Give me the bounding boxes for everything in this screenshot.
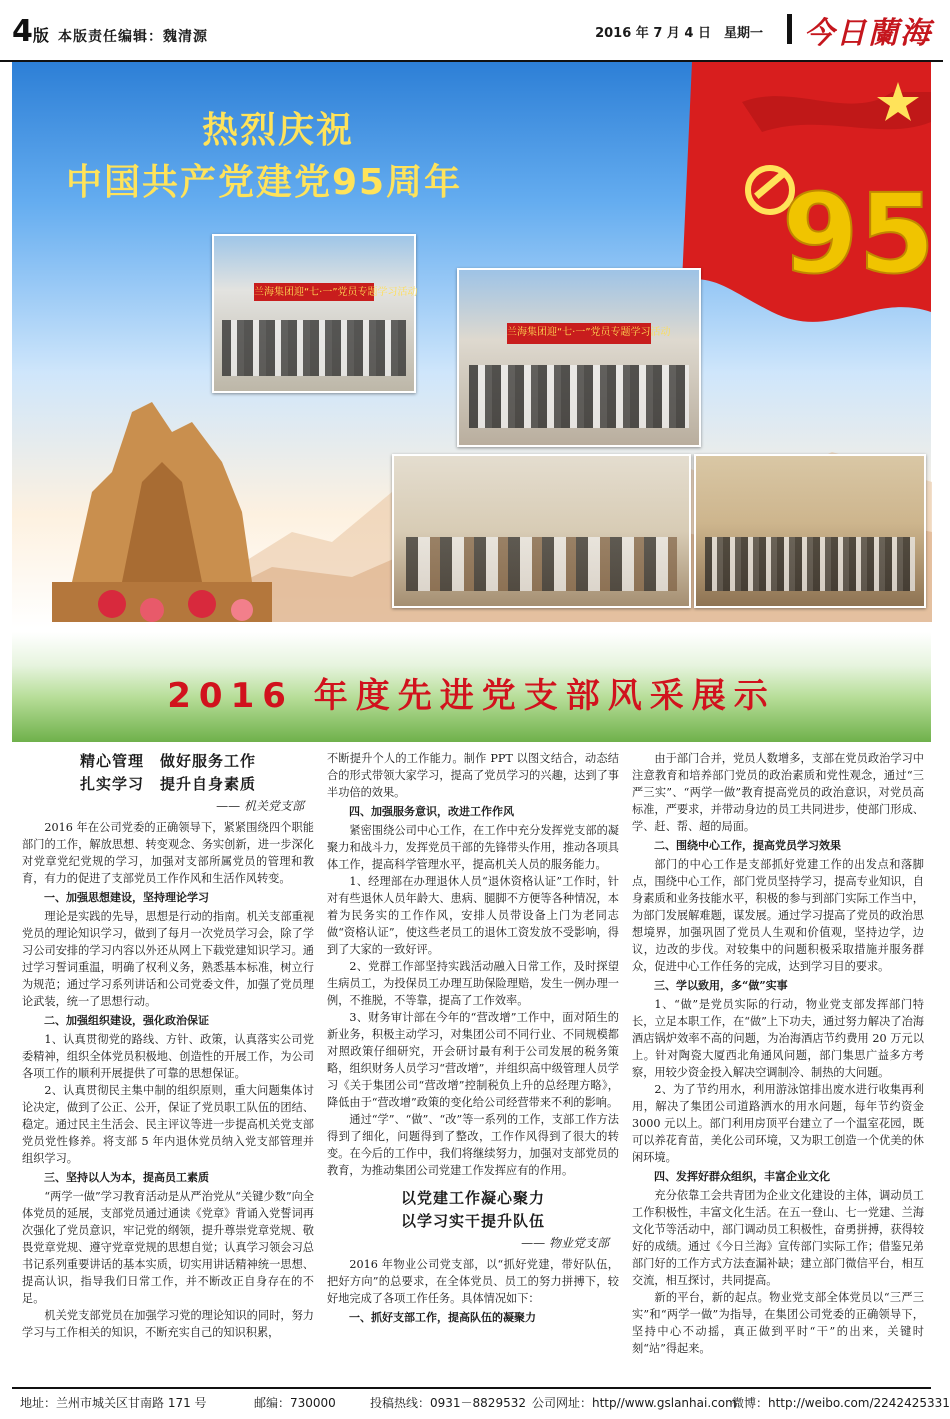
article2-paragraph: 由于部门合并，党员人数增多，支部在党员政治学习中注意教育和培养部门党员的政治素质和党性观念，通过“三严三实”、“两学一做”教育提高党员的政治意识，对党员高标准，严要求，并带动身边的员工共同进步，使部门形成、学、赶、帮、超的局面。	[632, 752, 924, 833]
article1-paragraph: “两学一做”学习教育活动是从严治党从“关键少数”向全体党员的延展，支部党员通过通读《党章》背诵入党誓词再次强化了党员意识，牢记党的纲领，提升尊崇党章党规、敬畏党章党规、遵守党章党规的思想自觉；认真学习领会习总书记系列重要讲话的基本实质，切实用讲话精神统一思想、提高认识，指导我们日常工作，并不断改正自身存在的不足。	[22, 1190, 314, 1305]
event-photo-2	[457, 268, 701, 447]
banner-title-line1: 热烈庆祝	[202, 110, 355, 151]
footer-weibo[interactable]: 微博：http://weibo.com/2242425331	[732, 1396, 950, 1410]
article2-title-line1: 以党建工作凝心聚力	[400, 1189, 545, 1207]
article2-paragraph: 部门的中心工作是支部抓好党建工作的出发点和落脚点，围绕中心工作，部门党员坚持学习，提高专业知识，自身素质和业务技能水平，积极的参与到部门实际工作当中，为部门发展解难题，谋发展。通过学习提高了党员的政治思想境界，加强巩固了党员人生观和价值观，坚持边学，边议，边改的步伐。对较集中的问题积极采取措施并服务群众，促进中心工作任务的完成，达到学习目的要求。	[632, 858, 924, 973]
article1-title-line2: 扎实学习 提升自身素质	[79, 775, 256, 793]
article1-paragraph: 2、认真贯彻民主集中制的组织原则，重大问题集体讨论决定，做到了公正、公开，保证了党员职工队伍的团结、稳定。通过民主生活会、民主评议等进一步提高机关党支部党员党性修养。将支部 5 年内退休党员纳入党支部管理并组织学习。	[22, 1084, 314, 1165]
page-label: 版	[32, 26, 49, 45]
article1-paragraph: 1、经理部在办理退休人员“退休资格认证”工作时，针对有些退休人员年龄大、患病、腿脚不方便等各种情况，本着为民务实的工作作风，安排人员带设备上门为老同志做“资格认证”，使这些老员工的退休工资发放不受影响，得到了大家的一致好评。	[327, 875, 619, 956]
article1-paragraph: 通过“学”、“做”、“改”等一系列的工作，支部工作方法得到了细化，问题得到了整改，工作作风得到了很大的转变。在今后的工作中，我们将继续努力，加强对支部党员的教育，为推动集团公司党建工作发挥应有的作用。	[327, 1113, 619, 1177]
monument-statue-illustration	[52, 372, 272, 622]
article1-paragraph: 机关党支部党员在加强学习党的理论知识的同时，努力学习与工作相关的知识，不断充实自己的知识积累，	[22, 1309, 314, 1339]
page-number: 4	[12, 14, 33, 49]
article2-title-line2: 以学习实干提升队伍	[400, 1212, 545, 1230]
section-title: 2016 年度先进党支部风采展示	[167, 676, 776, 716]
footer-postcode: 邮编：730000	[254, 1396, 336, 1410]
footer-hotline: 投稿热线：0931－8829532	[370, 1396, 526, 1410]
article-column-3	[632, 750, 924, 1357]
article2-subheading: 四、发挥好群众组织，丰富企业文化	[654, 1170, 830, 1183]
article1-paragraph: 紧密围绕公司中心工作，在工作中充分发挥党支部的凝聚力和战斗力，发挥党员干部的先锋带头作用，推动各项具体工作，提高科学管理水平，提高机关人员的服务能力。	[327, 824, 619, 871]
newspaper-logo: 今日蘭海	[804, 16, 932, 51]
article1-paragraph: 2016 年在公司党委的正确领导下，紧紧围绕四个职能部门的工作，解放思想、转变观念、务实创新，进一步深化对党章党纪党规的学习，加强对支部所属党员的管理和教育，有力的促进了支部党员工作作风和生活作风转变。	[22, 821, 314, 885]
article2-subheading: 三、学以致用，多“做”实事	[654, 979, 788, 992]
article2-paragraph: 新的平台，新的起点。物业党支部全体党员以“三严三实”和“两学一做”为指导，在集团公司党委的正确领导下，坚持中心不动摇，真正做到平时“干”的出来，关键时刻“站”得起来。	[632, 1291, 924, 1355]
event-photo-3	[392, 454, 691, 608]
anniversary-badge: 95	[782, 170, 936, 298]
page-header	[0, 0, 943, 62]
issue-date: 2016 年 7 月 4 日 星期一	[595, 26, 763, 41]
article-column-1	[22, 750, 314, 1341]
article1-paragraph: 2、党群工作部坚持实践活动融入日常工作，及时探望生病员工，为投保员工办理互助保险理赔，发生一例办理一例，不推脱，不等靠，提高了工作效率。	[327, 960, 619, 1007]
photo-caption-2: 兰海集团迎“七·一”党员专题学习活动	[507, 323, 651, 344]
editor-credit: 本版责任编辑：魏清源	[57, 29, 208, 45]
anniversary-banner	[12, 62, 936, 628]
article1-paragraph: 3、财务审计部在今年的“营改增”工作中，面对陌生的新业务，积极主动学习，对集团公司不同行业、不同规模都对照政策仔细研究，开会研讨最有利于公司发展的税务策略，组织财务人员学习“营改增”，并组织高中级管理人员学习《关于集团公司“营改增”控制税负上升的总经理方略》，降低由于“营改增”政策的变化给公司经营带来不利的影响。	[327, 1011, 619, 1109]
article1-paragraph: 理论是实践的先导，思想是行动的指南。机关支部重视党员的理论知识学习，做到了每月一次党员学习会，除了学习公司安排的学习内容以外还从网上下载党建知识学习。通过学习誓词重温，明确了权利义务，熟悉基本标准，树立行为规范；通过学习系列讲话和公司党委文件，加强了党员理论武装，统一了思想行动。	[22, 910, 314, 1008]
header-divider	[787, 14, 792, 44]
footer-website[interactable]: 公司网址：http//www.gslanhai.com	[532, 1396, 737, 1410]
article-column-2	[327, 750, 619, 1328]
article1-subheading: 一、加强思想建设，坚持理论学习	[44, 891, 209, 904]
banner-title-line2: 中国共产党建党95周年	[66, 162, 463, 203]
section-title-banner	[12, 632, 931, 742]
article2-paragraph: 1、“做”是党员实际的行动，物业党支部发挥部门特长，立足本职工作，在“做”上下功夫，通过努力解决了冶海酒店锅炉效率不高的问题，为冶海酒店节约费用 20 万元以上。针对陶瓷大厦西北角通风问题，部门集思广益多方考察，用较少资金投入解决空调制冷、制热的大问题。	[632, 998, 924, 1079]
article2-author: —— 物业党支部	[521, 1236, 609, 1250]
header-left	[12, 14, 208, 49]
page-footer	[12, 1387, 950, 1413]
article1-title-line1: 精心管理 做好服务工作	[79, 752, 256, 770]
article1-subheading: 四、加强服务意识，改进工作作风	[349, 805, 514, 818]
article1-author: —— 机关党支部	[216, 799, 304, 813]
article2-subheading: 一、抓好支部工作，提高队伍的凝聚力	[349, 1311, 536, 1324]
event-photo-1	[212, 234, 416, 393]
photo-caption-1: 兰海集团迎“七·一”党员专题学习活动	[254, 283, 374, 302]
article2-paragraph: 充分依靠工会共青团为企业文化建设的主体，调动员工工作积极性，丰富文化生活。在五一登山、七一党建、兰海文化节等活动中，部门调动员工积极性，奋勇拼搏，获得较好的成绩。通过《今日兰海》宣传部门实际工作；借鉴兄弟部门好的工作方式方法查漏补缺；建立部门微信平台，相互交流，相互探讨，共同提高。	[632, 1189, 924, 1287]
article1-subheading: 三、坚持以人为本，提高员工素质	[44, 1171, 209, 1184]
article1-subheading: 二、加强组织建设，强化政治保证	[44, 1014, 209, 1027]
article2-paragraph: 2016 年物业公司党支部，以“抓好党建，带好队伍，把好方向”的总要求，在全体党员、员工的努力拼搏下，较好地完成了各项工作任务。具体情况如下：	[327, 1258, 619, 1305]
article1-paragraph: 1、认真贯彻党的路线、方针、政策，认真落实公司党委精神，组织全体党员积极地、创造性的开展工作，为公司各项工作的顺利开展提供了可靠的思想保证。	[22, 1033, 314, 1080]
event-photo-4	[694, 454, 926, 608]
article1-paragraph: 不断提升个人的工作能力。制作 PPT 以图文结合，动态结合的形式带领大家学习，提高了党员学习的兴趣，达到了事半功倍的效果。	[327, 752, 619, 799]
article2-subheading: 二、围绕中心工作，提高党员学习效果	[654, 839, 841, 852]
footer-address: 地址：兰州市城关区甘南路 171 号	[20, 1396, 207, 1410]
article2-paragraph: 2、为了节约用水，利用游泳馆排出废水进行收集再利用，解决了集团公司道路洒水的用水问题，每年节约资金 3000 元以上。部门利用房顶平台建立了一个温室花园，既可以养花育苗，美化公司环境，又为职工创造一个优美的休闲环境。	[632, 1083, 924, 1164]
